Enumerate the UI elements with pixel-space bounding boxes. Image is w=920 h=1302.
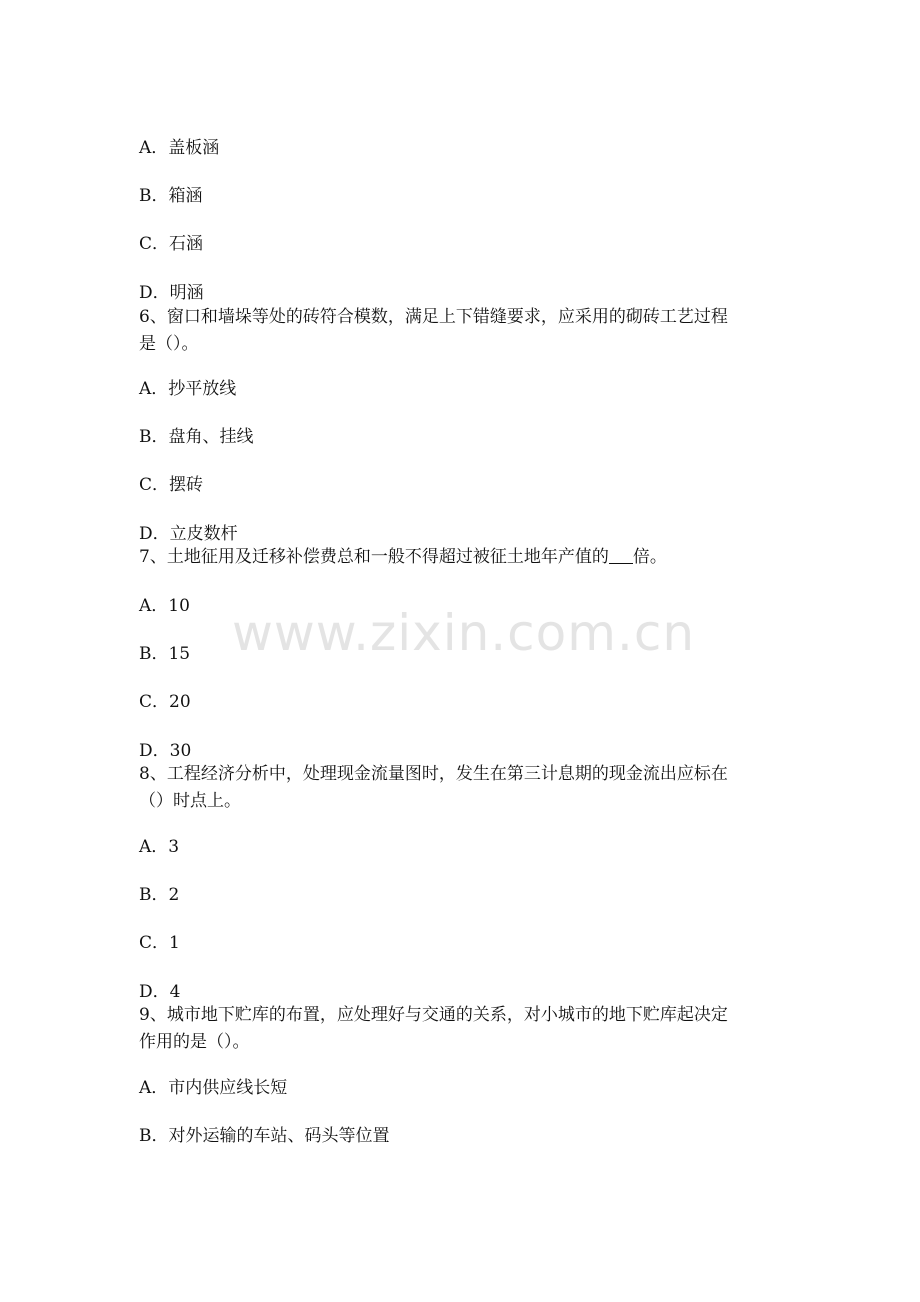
question-9-line-2: 作用的是（）。 <box>139 1032 250 1052</box>
question-8 <box>139 761 784 815</box>
question-6-line-1: 6、窗口和墙垛等处的砖符合模数，满足上下错缝要求，应采用的砌砖工艺过程 <box>139 307 728 327</box>
q8-option-d: D．4 <box>139 982 181 1002</box>
q6-option-c: C．摆砖 <box>139 475 204 495</box>
question-9 <box>139 1002 784 1056</box>
q8-option-b: B．2 <box>139 885 180 905</box>
question-8-line-2: （）时点上。 <box>139 791 241 811</box>
q6-option-a: A．抄平放线 <box>139 379 237 399</box>
question-8-line-1: 8、工程经济分析中，处理现金流量图时，发生在第三计息期的现金流出应标在 <box>139 764 728 784</box>
q7-option-c: C．20 <box>139 692 191 712</box>
q5-option-a: A．盖板涵 <box>139 138 220 158</box>
q9-option-a: A．市内供应线长短 <box>139 1078 288 1098</box>
q7-option-d: D．30 <box>139 741 192 761</box>
q7-option-b: B．15 <box>139 644 191 664</box>
q5-option-b: B．箱涵 <box>139 186 203 206</box>
question-7-text-end: 倍。 <box>632 547 667 567</box>
question-6 <box>139 304 784 358</box>
q5-option-c: C．石涵 <box>139 234 204 254</box>
question-7 <box>139 546 667 568</box>
q9-option-b: B．对外运输的车站、码头等位置 <box>139 1126 390 1146</box>
q5-option-d: D．明涵 <box>139 283 204 303</box>
question-7-text: 7、土地征用及迁移补偿费总和一般不得超过被征土地年产值的 <box>139 547 609 567</box>
q6-option-d: D．立皮数杆 <box>139 524 238 544</box>
q8-option-a: A．3 <box>139 837 180 857</box>
q8-option-c: C．1 <box>139 933 180 953</box>
answer-blank <box>609 562 633 564</box>
question-6-line-2: 是（）。 <box>139 334 199 354</box>
watermark: www.zixin.com.cn <box>232 604 696 662</box>
q6-option-b: B．盘角、挂线 <box>139 427 254 447</box>
q7-option-a: A．10 <box>139 596 190 616</box>
question-9-line-1: 9、城市地下贮库的布置，应处理好与交通的关系，对小城市的地下贮库起决定 <box>139 1005 728 1025</box>
